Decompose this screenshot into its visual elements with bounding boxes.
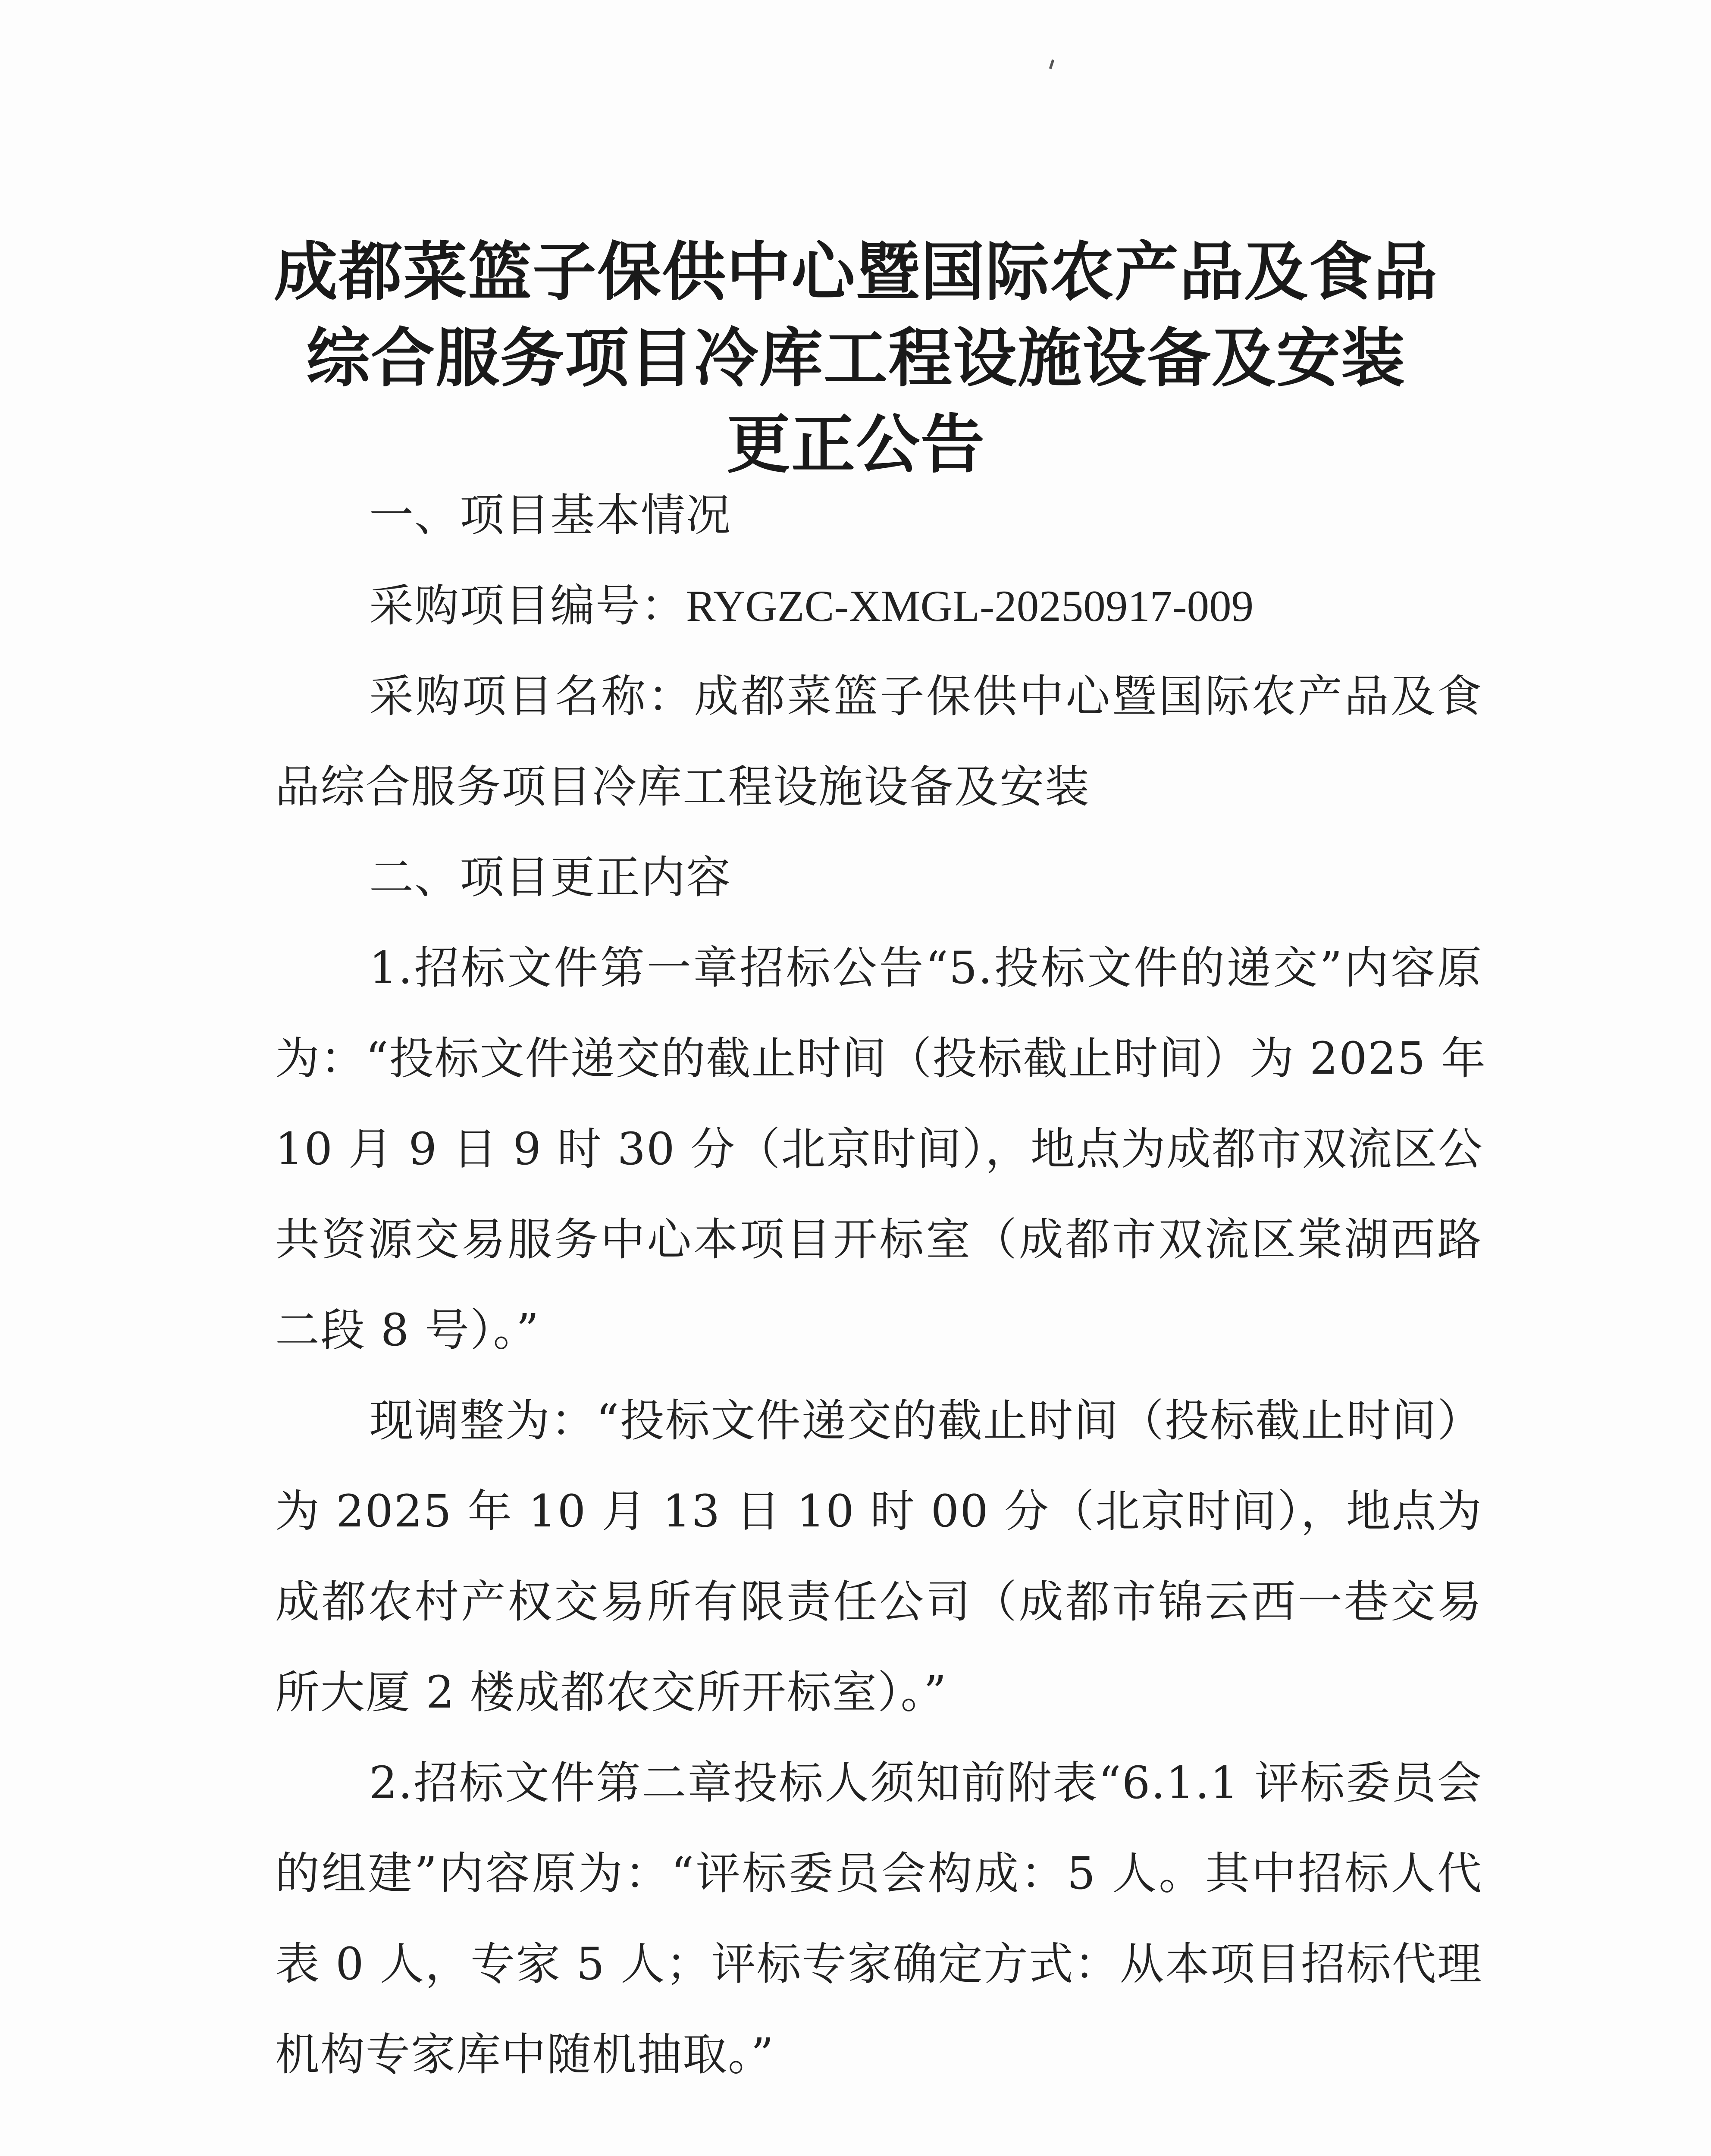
item1-original-line-1: 1.招标文件第一章招标公告“5.投标文件的递交”内容原 bbox=[369, 942, 1482, 994]
section-heading-basic-info: 一、项目基本情况 bbox=[369, 489, 731, 541]
item1-adjusted-line-4: 所大厦 2 楼成都农交所开标室）。” bbox=[275, 1667, 947, 1718]
section-heading-corrections: 二、项目更正内容 bbox=[369, 852, 731, 903]
item2-line-1: 2.招标文件第二章投标人须知前附表“6.1.1 评标委员会 bbox=[369, 1757, 1482, 1809]
item1-adjusted-line-2: 为 2025 年 10 月 13 日 10 时 00 分（北京时间），地点为 bbox=[275, 1485, 1482, 1537]
item1-adjusted-line-1: 现调整为：“投标文件递交的截止时间（投标截止时间） bbox=[369, 1395, 1482, 1447]
project-name-line-2: 品综合服务项目冷库工程设施设备及安装 bbox=[275, 761, 1090, 813]
project-number-value: RYGZC-XMGL-20250917-009 bbox=[686, 582, 1254, 631]
project-name-line-1: 采购项目名称：成都菜篮子保供中心暨国际农产品及食 bbox=[369, 671, 1482, 722]
project-number-label: 采购项目编号： bbox=[369, 580, 686, 632]
notice-title bbox=[250, 229, 1462, 487]
item1-original-line-5: 二段 8 号）。” bbox=[275, 1304, 540, 1356]
title-line-3: 更正公告 bbox=[727, 407, 985, 482]
project-number-line bbox=[369, 578, 1253, 634]
item1-original-line-4: 共资源交易服务中心本项目开标室（成都市双流区棠湖西路 bbox=[275, 1214, 1482, 1266]
scan-mark bbox=[1049, 60, 1055, 69]
item1-original-line-2: 为：“投标文件递交的截止时间（投标截止时间）为 2025 年 bbox=[275, 1033, 1487, 1084]
item2-line-3: 表 0 人，专家 5 人；评标专家确定方式：从本项目招标代理 bbox=[275, 1938, 1482, 1990]
item1-adjusted-line-3: 成都农村产权交易所有限责任公司（成都市锦云西一巷交易 bbox=[275, 1576, 1482, 1628]
item1-original-line-3: 10 月 9 日 9 时 30 分（北京时间），地点为成都市双流区公 bbox=[275, 1123, 1483, 1175]
title-line-2: 综合服务项目冷库工程设施设备及安装 bbox=[306, 320, 1406, 395]
title-line-1: 成都菜篮子保供中心暨国际农产品及食品 bbox=[274, 234, 1438, 309]
item2-line-2: 的组建”内容原为：“评标委员会构成：5 人。其中招标人代 bbox=[275, 1848, 1482, 1899]
item2-line-4: 机构专家库中随机抽取。” bbox=[275, 2029, 775, 2081]
